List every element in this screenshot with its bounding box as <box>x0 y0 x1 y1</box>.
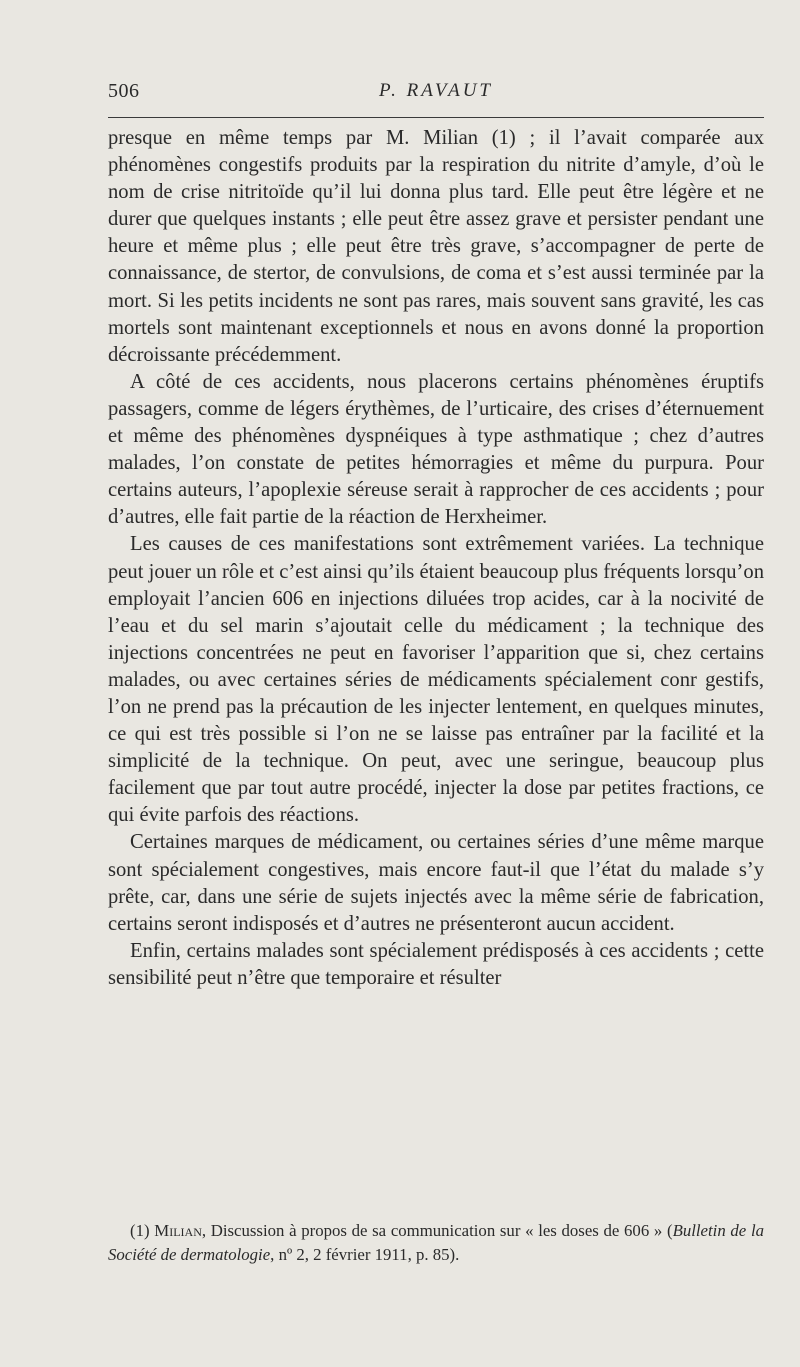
footnote-journal: Bulletin de la Société de dermatologie <box>108 1221 765 1264</box>
paragraph: Enfin, certains malades sont spécialement prédisposés à ces accidents ; cette sensibilité peut n’être que temporaire et résulter <box>108 939 764 989</box>
running-head <box>108 80 764 110</box>
footnote-text-1: , Discussion à propos de sa communication sur « les doses de 606 » ( <box>201 1221 673 1240</box>
paragraph: Certaines marques de médicament, ou certaines séries d’une même marque sont spécialement congestives, mais encore faut-il que l’état du malade s’y prête, car, dans une série de sujets injectés avec la même série de fabrication, certains seront indisposés et d’autres ne présenteront aucun accident. <box>108 831 764 935</box>
header-rule <box>108 117 764 118</box>
footnote-text <box>108 1219 764 1266</box>
page-number: 506 <box>108 80 140 102</box>
footnote-author: Milian <box>154 1221 202 1240</box>
paragraph: Les causes de ces manifestations sont extrêmement variées. La technique peut jouer un rôle et c’est ainsi qu’ils étaient beaucoup plus fréquents lorsqu’on employait l’ancien 606 en injections diluées trop acides, car à la nocivité de l’eau et du sel marin s’ajoutait celle du médicament ; la technique des injections concentrées ne peut en favoriser l’apparition que si, chez certains malades, ou avec certaines séries de médicaments spécialement conr gestifs, l’on ne prend pas la précaution de les injecter lentement, en quelques minutes, ce qui est très possible si l’on ne se laisse pas entraîner par la facilité et la simplicité de la technique. On peut, avec une seringue, beaucoup plus facilement que par tout autre procédé, injecter la dose par petites fractions, ce qui évite parfois des réactions. <box>108 533 764 827</box>
main-text <box>108 125 764 992</box>
paragraph-continuation: presque en même temps par M. Milian (1) ; il l’avait comparée aux phénomènes congestifs produits par la respiration du nitrite d’amyle, d’où le nom de crise nitritoïde qu’il lui donna plus tard. Elle peut être légère et ne durer que quelques instants ; elle peut être assez grave et persister pendant une heure et même plus ; elle peut être très grave, s’accompagner de perte de connaissance, de stertor, de convulsions, de coma et s’est aussi terminée par la mort. Si les petits incidents ne sont pas rares, mais souvent sans gravité, les cas mortels sont maintenant exceptionnels et nous en avons donné la proportion décroissante précédemment. <box>108 127 764 366</box>
footnote-text-2: , nº 2, 2 février 1911, p. 85). <box>270 1244 460 1264</box>
paragraph: A côté de ces accidents, nous placerons certains phénomènes éruptifs passagers, comme de légers érythèmes, de l’urticaire, des crises d’éternuement et même des phénomènes dyspnéiques à type asthmatique ; chez d’autres malades, l’on constate de petites hémorragies et même du purpura. Pour certains auteurs, l’apoplexie séreuse serait à rapprocher de ces accidents ; pour d’autres, elle fait partie de la réaction de Herxheimer. <box>108 370 764 529</box>
running-title: P. RAVAUT <box>378 80 493 101</box>
footnote <box>108 1219 764 1266</box>
footnote-marker: (1) <box>130 1221 150 1240</box>
